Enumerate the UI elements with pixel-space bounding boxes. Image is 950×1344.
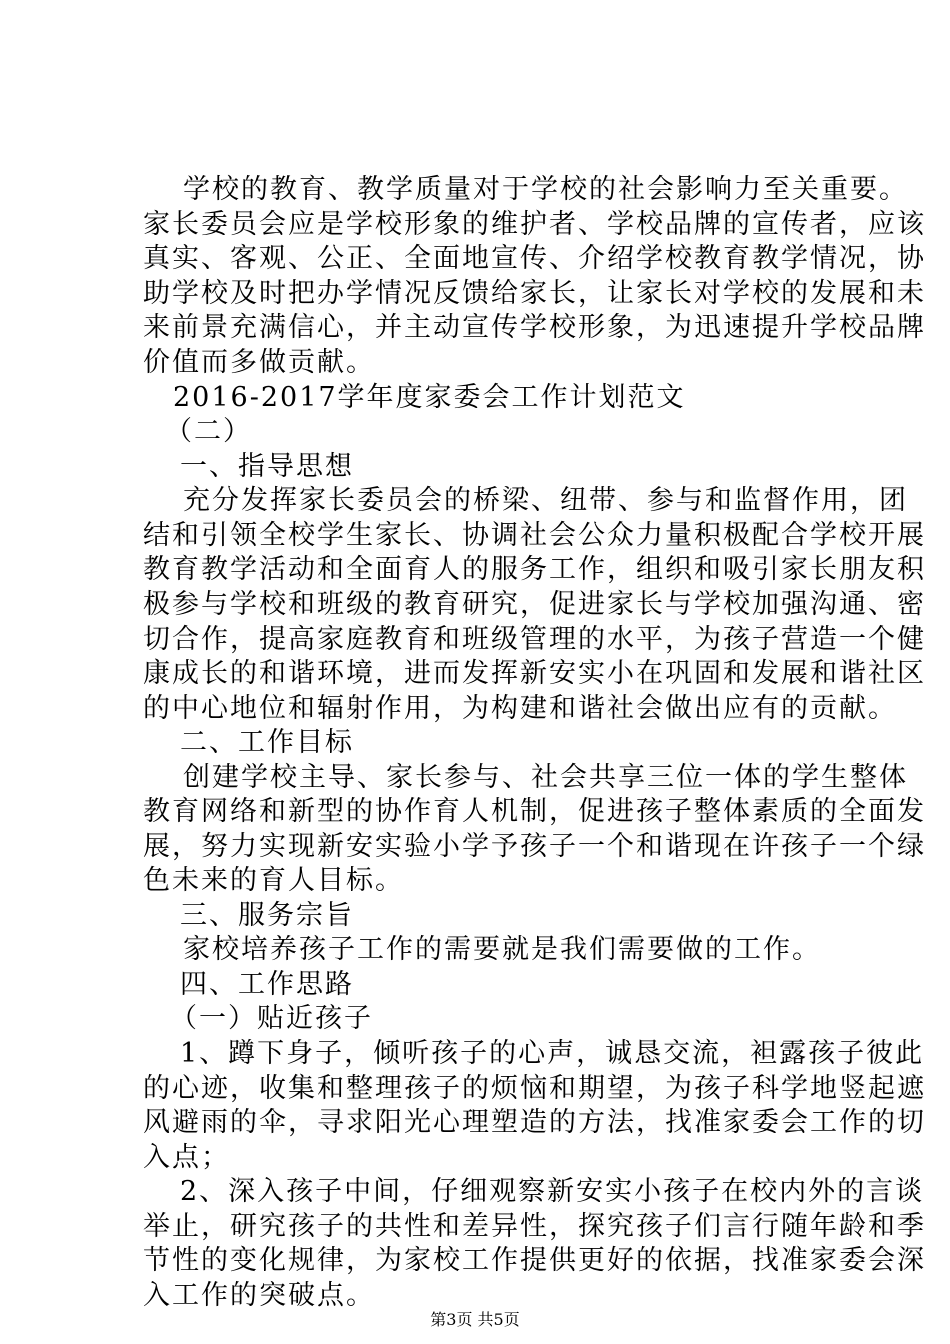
section-heading: 三、服务宗旨 <box>180 900 354 931</box>
subsection-heading: （一）贴近孩子 <box>170 1003 373 1034</box>
paragraph-line: 风避雨的伞，寻求阳光心理塑造的方法，找准家委会工作的切 <box>143 1107 926 1138</box>
paragraph-line: 展，努力实现新安实验小学予孩子一个和谐现在许孩子一个绿 <box>143 831 926 862</box>
paragraph-line: 教育网络和新型的协作育人机制，促进孩子整体素质的全面发 <box>143 796 926 827</box>
paragraph-line: 结和引领全校学生家长、协调社会公众力量积极配合学校开展 <box>143 520 926 551</box>
section-heading: 一、指导思想 <box>180 451 354 482</box>
paragraph-line: 1、蹲下身子，倾听孩子的心声，诚恳交流，袒露孩子彼此 <box>180 1038 925 1069</box>
paragraph-line: 助学校及时把办学情况反馈给家长，让家长对学校的发展和未 <box>143 278 926 309</box>
paragraph-line: 切合作，提高家庭教育和班级管理的水平，为孩子营造一个健 <box>143 624 926 655</box>
paragraph-line: 康成长的和谐环境，进而发挥新安实小在巩固和发展和谐社区 <box>143 658 926 689</box>
paragraph-line: 真实、客观、公正、全面地宣传、介绍学校教育教学情况，协 <box>143 243 926 274</box>
paragraph-line: 极参与学校和班级的教育研究，促进家长与学校加强沟通、密 <box>143 589 926 620</box>
paragraph-line: 的心迹，收集和整理孩子的烦恼和期望，为孩子科学地竖起遮 <box>143 1073 926 1104</box>
document-title: 2016-2017学年度家委会工作计划范文 <box>173 382 686 413</box>
paragraph-line: 举止，研究孩子的共性和差异性，探究孩子们言行随年龄和季 <box>143 1211 926 1242</box>
page-total: 共5页 <box>477 1310 520 1329</box>
paragraph-line: 色未来的育人目标。 <box>143 865 404 896</box>
paragraph-line: 学校的教育、教学质量对于学校的社会影响力至关重要。 <box>183 174 908 205</box>
section-heading: 四、工作思路 <box>180 969 354 1000</box>
paragraph-line: 节性的变化规律，为家校工作提供更好的依据，找准家委会深 <box>143 1245 926 1276</box>
paragraph-line: 入点； <box>143 1142 230 1173</box>
paragraph-line: 价值而多做贡献。 <box>143 347 375 378</box>
section-heading: 二、工作目标 <box>180 727 354 758</box>
paragraph-line: 的中心地位和辐射作用，为构建和谐社会做出应有的贡献。 <box>143 693 897 724</box>
paragraph-line: 教育教学活动和全面育人的服务工作，组织和吸引家长朋友积 <box>143 554 926 585</box>
paragraph-line: 家校培养孩子工作的需要就是我们需要做的工作。 <box>183 934 821 965</box>
paragraph-line: 创建学校主导、家长参与、社会共享三位一体的学生整体 <box>183 762 908 793</box>
paragraph-line: 家长委员会应是学校形象的维护者、学校品牌的宣传者，应该 <box>143 209 926 240</box>
paragraph-line: 2、深入孩子中间，仔细观察新安实小孩子在校内外的言谈 <box>180 1176 925 1207</box>
paragraph-line: 充分发挥家长委员会的桥梁、纽带、参与和监督作用，团 <box>183 485 908 516</box>
paragraph-line: 入工作的突破点。 <box>143 1280 375 1311</box>
page-footer <box>0 1310 950 1330</box>
paragraph-line: 来前景充满信心，并主动宣传学校形象，为迅速提升学校品牌 <box>143 312 926 343</box>
document-subtitle: （二） <box>165 416 252 447</box>
page-number: 第3页 <box>430 1310 473 1329</box>
